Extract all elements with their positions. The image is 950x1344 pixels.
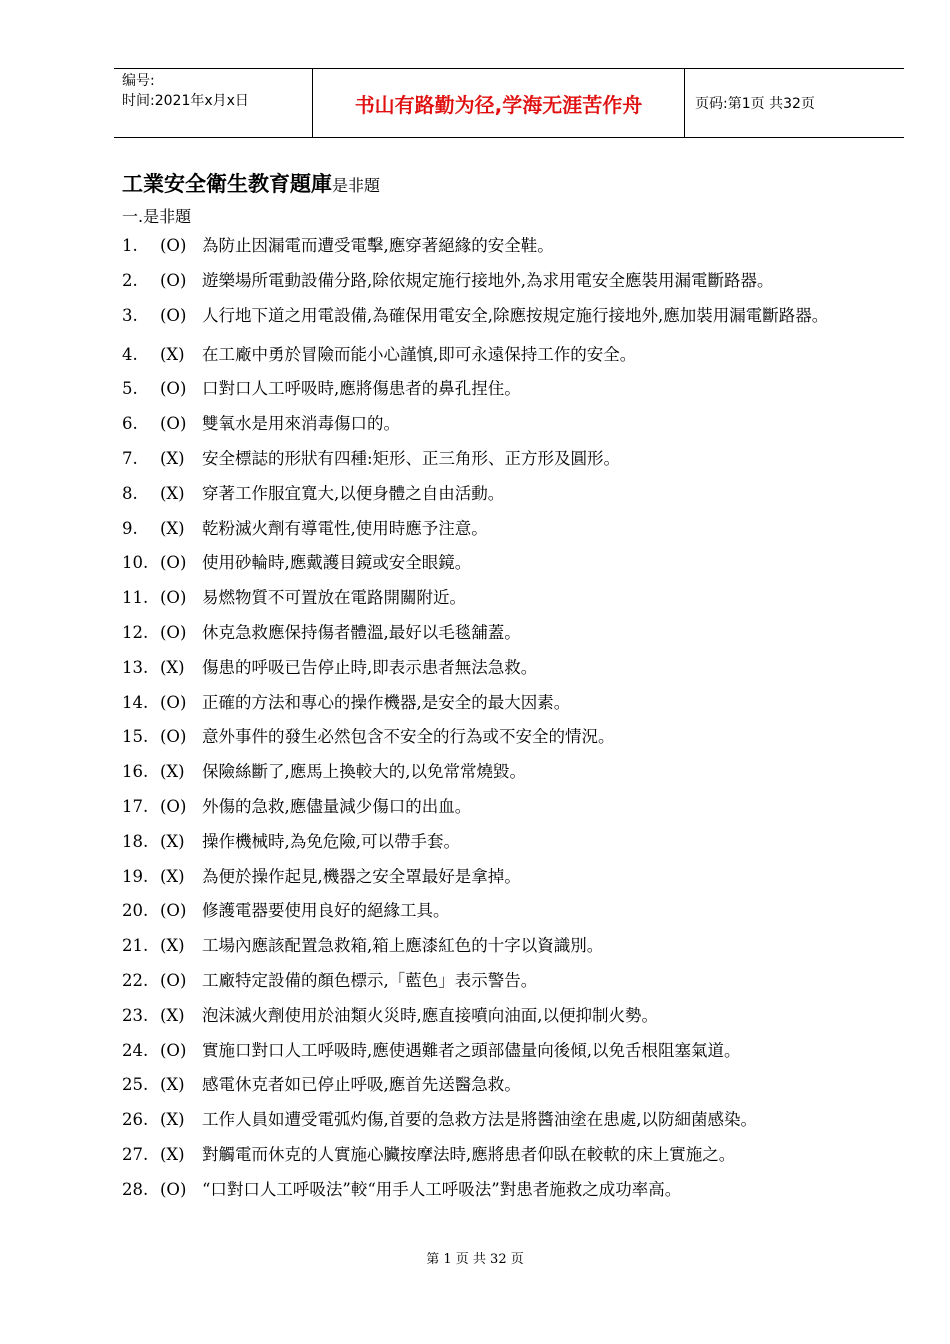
item-text: 口對口人工呼吸時,應將傷患者的鼻孔捏住。 (202, 379, 521, 399)
item-answer: (X) (160, 1005, 185, 1025)
item-answer: (O) (160, 305, 187, 325)
item-answer: (O) (160, 1040, 187, 1060)
item-number: 26. (122, 1110, 149, 1130)
question-list (122, 236, 902, 1215)
item-text: 雙氧水是用來消毒傷口的。 (202, 414, 400, 434)
item-text: 對觸電而休克的人實施心臟按摩法時,應將患者仰臥在較軟的床上實施之。 (202, 1144, 736, 1164)
page-footer: 第 1 页 共 32 页 (426, 1252, 524, 1267)
item-number: 18. (122, 831, 149, 851)
item-number: 22. (122, 970, 149, 990)
code-label: 编号: (122, 73, 155, 89)
item-answer: (X) (160, 831, 185, 851)
item-number: 9. (122, 518, 138, 538)
item-text: 工場內應該配置急救箱,箱上應漆紅色的十字以資識別。 (202, 936, 604, 956)
item-text: 保險絲斷了,應馬上換較大的,以免常常燒毀。 (202, 762, 526, 782)
item-number: 10. (122, 553, 149, 573)
item-answer: (X) (160, 1110, 185, 1130)
item-text: 工廠特定設備的顏色標示,「藍色」表示警告。 (202, 970, 538, 990)
document-title (122, 168, 380, 198)
item-number: 20. (122, 901, 149, 921)
header-table (114, 68, 904, 138)
section-heading: 一.是非題 (122, 207, 192, 226)
item-text: 人行地下道之用電設備,為確保用電安全,除應按規定施行接地外,應加裝用漏電斷路器。 (202, 305, 829, 325)
item-answer: (O) (160, 727, 187, 747)
item-answer: (X) (160, 657, 185, 677)
item-number: 8. (122, 483, 138, 503)
item-number: 3. (122, 305, 138, 325)
item-answer: (X) (160, 518, 185, 538)
title-main: 工業安全衛生教育題庫 (122, 171, 332, 196)
item-answer: (X) (160, 1075, 185, 1095)
header-meta-cell (114, 69, 313, 137)
item-text: 遊樂場所電動設備分路,除依規定施行接地外,為求用電安全應裝用漏電斷路器。 (202, 270, 774, 290)
item-text: 感電休克者如已停止呼吸,應首先送醫急救。 (202, 1075, 521, 1095)
header-page-label: 页码:第1页 共32页 (695, 96, 815, 112)
item-number: 25. (122, 1075, 149, 1095)
item-answer: (X) (160, 1144, 185, 1164)
title-sub: 是非題 (332, 176, 381, 195)
item-text: 泡沫滅火劑使用於油類火災時,應直接噴向油面,以便抑制火勢。 (202, 1005, 658, 1025)
item-answer: (O) (160, 796, 187, 816)
item-number: 14. (122, 692, 149, 712)
item-text: 操作機械時,為免危險,可以帶手套。 (202, 831, 460, 851)
item-text: 正確的方法和專心的操作機器,是安全的最大因素。 (202, 692, 571, 712)
item-answer: (O) (160, 588, 187, 608)
item-answer: (X) (160, 936, 185, 956)
item-text: 工作人員如遭受電弧灼傷,首要的急救方法是將醬油塗在患處,以防細菌感染。 (202, 1110, 757, 1130)
item-number: 11. (122, 588, 149, 608)
item-number: 21. (122, 936, 149, 956)
item-number: 5. (122, 379, 138, 399)
item-number: 16. (122, 762, 149, 782)
item-text: 使用砂輪時,應戴護目鏡或安全眼鏡。 (202, 553, 472, 573)
item-number: 24. (122, 1040, 149, 1060)
item-text: 為防止因漏電而遭受電擊,應穿著絕緣的安全鞋。 (202, 236, 554, 255)
item-answer: (O) (160, 553, 187, 573)
header-motto: 书山有路勤为径,学海无涯苦作舟 (313, 69, 685, 137)
item-answer: (O) (160, 236, 187, 255)
item-text: 易燃物質不可置放在電路開關附近。 (202, 588, 466, 608)
item-text: 在工廠中勇於冒險而能小心謹慎,即可永遠保持工作的安全。 (202, 344, 637, 364)
item-answer: (X) (160, 344, 185, 364)
item-text: 安全標誌的形狀有四種:矩形、正三角形、正方形及圓形。 (202, 448, 621, 468)
item-number: 4. (122, 344, 138, 364)
item-answer: (O) (160, 622, 187, 642)
item-answer: (O) (160, 1179, 187, 1199)
item-number: 17. (122, 796, 149, 816)
item-number: 7. (122, 448, 138, 468)
item-answer: (O) (160, 692, 187, 712)
list-item (122, 1180, 902, 1215)
item-number: 27. (122, 1144, 149, 1164)
item-text: 傷患的呼吸已告停止時,即表示患者無法急救。 (202, 657, 538, 677)
item-text: 乾粉滅火劑有導電性,使用時應予注意。 (202, 518, 488, 538)
item-answer: (X) (160, 866, 185, 886)
item-number: 6. (122, 414, 138, 434)
item-text: 外傷的急救,應儘量減少傷口的出血。 (202, 796, 472, 816)
item-answer: (O) (160, 414, 187, 434)
item-answer: (O) (160, 270, 187, 290)
item-number: 23. (122, 1005, 149, 1025)
item-text: 修護電器要使用良好的絕緣工具。 (202, 901, 450, 921)
item-number: 2. (122, 270, 138, 290)
item-text: 休克急救應保持傷者體溫,最好以毛毯舖蓋。 (202, 622, 521, 642)
item-number: 19. (122, 866, 149, 886)
item-text: “口對口人工呼吸法”較“用手人工呼吸法”對患者施救之成功率高。 (202, 1179, 682, 1199)
item-text: 實施口對口人工呼吸時,應使遇難者之頭部儘量向後傾,以免舌根阻塞氣道。 (202, 1040, 741, 1060)
item-answer: (X) (160, 762, 185, 782)
item-answer: (O) (160, 901, 187, 921)
item-answer: (X) (160, 483, 185, 503)
item-answer: (O) (160, 970, 187, 990)
item-text: 為便於操作起見,機器之安全罩最好是拿掉。 (202, 866, 521, 886)
time-label: 时间:2021年x月x日 (122, 93, 249, 109)
item-answer: (O) (160, 379, 187, 399)
item-number: 15. (122, 727, 149, 747)
item-text: 意外事件的發生必然包含不安全的行為或不安全的情況。 (202, 727, 615, 747)
item-number: 12. (122, 622, 149, 642)
item-number: 13. (122, 657, 149, 677)
item-text: 穿著工作服宜寬大,以便身體之自由活動。 (202, 483, 505, 503)
item-answer: (X) (160, 448, 185, 468)
item-number: 28. (122, 1179, 149, 1199)
item-number: 1. (122, 236, 138, 255)
